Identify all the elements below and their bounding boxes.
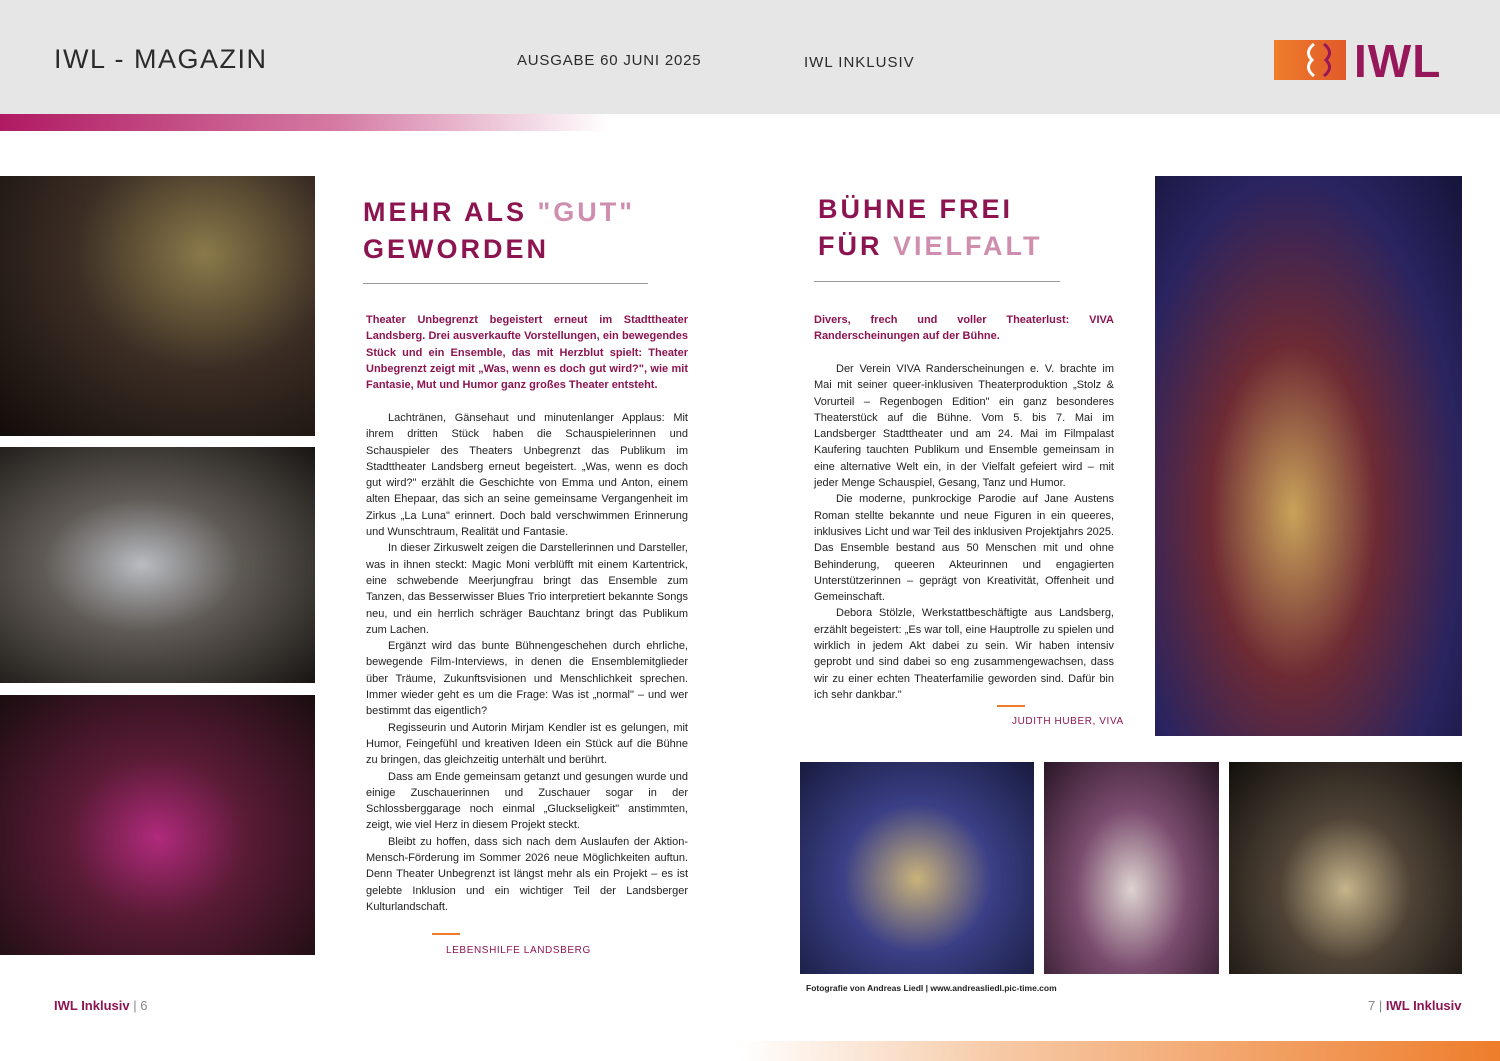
right-paragraph-1: Der Verein VIVA Randerscheinungen e. V. brachte im Mai mit seiner queer-inklusiven Theaterproduktion „Stolz & Vorurteil – Regenbogen Edition" ein ganz besonderes Theaterstück auf die Bühne. Vom 5. bis 7. Mai im Landsberger Stadttheater und am 24. Mai im Filmpalast Kaufering tauchten Publikum und Ensemble gemeinsam in eine alternative Welt ein, in der Vielfalt gefeiert wird – mit jeder Menge Schauspiel, Gesang, Tanz und Humor.	[814, 363, 1114, 490]
left-paragraph-1: Lachtränen, Gänsehaut und minutenlanger Applaus: Mit ihrem dritten Stück haben die Schauspielerinnen und Schauspieler des Theaters Unbegrenzt das Publikum im Stadttheater Landsberg erneut begeistert. „Was, wenn es doch gut wird?" erzählt die Geschichte von Emma und Anton, einem alten Ehepaar, das sich an seine gemeinsame Vergangenheit im Zirkus „La Luna" erinnert. Doch bald verschwimmen Erinnerung und Wunschtraum, Realität und Fantasie.	[366, 412, 688, 539]
left-headline	[363, 194, 683, 268]
right-headline-divider	[814, 281, 1060, 282]
right-headline-part3: VIELFALT	[893, 231, 1043, 261]
left-paragraph-3: Ergänzt wird das bunte Bühnengeschehen durch ehrliche, bewegende Film-Interviews, in denen die Ensemblemitglieder über Träume, Zukunftsvisionen und Menschlichkeit sprechen. Immer wieder geht es um die Frage: Was ist „normal" – und wer bestimmt das eigentlich?	[366, 640, 688, 718]
logo-faces-icon	[1274, 40, 1346, 80]
header-accent-bar	[0, 114, 610, 131]
photo-card-trick-scene	[0, 695, 315, 955]
issue-label: AUSGABE 60 JUNI 2025	[517, 52, 702, 69]
left-paragraph-5: Dass am Ende gemeinsam getanzt und gesungen wurde und einige Zuschauerinnen und Zuschauer sogar in der Schlossberggarage noch einmal „Gluckseligkeit" anstimmten, zeigt, wie viel Herz in diesem Projekt steckt.	[366, 770, 688, 832]
left-paragraph-6: Bleibt zu hoffen, dass sich nach dem Auslaufen der Aktion-Mensch-Förderung im Sommer 2026 neue Möglichkeiten auftun. Denn Theater Unbegrenzt ist längst mehr als ein Projekt – es ist gelebte Inklusion und ein wichtiger Teil der Landsberger Kulturlandschaft.	[366, 835, 688, 913]
photo-ensemble-line	[1229, 762, 1462, 974]
iwl-logo	[1274, 35, 1446, 87]
left-headline-quote: "GUT"	[537, 197, 636, 227]
left-paragraph-2: In dieser Zirkuswelt zeigen die Darstellerinnen und Darsteller, was in ihnen steckt: Magic Moni verblüfft mit einem Kartentrick, eine schwebende Meerjungfrau bringt das Ensemble zum Tanzen, das Besserwisser Blues Trio interpretiert bekannte Songs neu, und ein herrlich schräger Bauchtanz bringt das Publikum zum Lachen.	[366, 542, 688, 636]
photo-costumed-pair-stage	[1155, 176, 1462, 736]
left-lead: Theater Unbegrenzt begeistert erneut im Stadttheater Landsberg. Drei ausverkaufte Vorstellungen, ein bewegendes Stück und ein Ensemble, das mit Herzblut spielt: Theater Unbegrenzt zeigt mit „Was, wenn es doch gut wird?", wie mit Fantasie, Mut und Humor ganz großes Theater entsteht.	[366, 314, 688, 392]
left-headline-part2: GEWORDEN	[363, 234, 549, 264]
right-signature: JUDITH HUBER, VIVA	[1012, 716, 1124, 727]
folio-left-separator: |	[133, 998, 137, 1013]
magazine-title: IWL - MAGAZIN	[54, 44, 268, 74]
right-paragraph-3: Debora Stölzle, Werkstattbeschäftigte aus Landsberg, erzählt begeistert: „Es war toll, eine Hauptrolle zu spielen und wirklich in jedem Akt dabei zu sein. Wir haben intensiv geprobt und sind dabei so eng zusammengewachsen, dass wir zu einer echten Theaterfamilie geworden sind. Dafür bin ich sehr dankbar."	[814, 607, 1114, 701]
right-signature-dash	[997, 705, 1025, 707]
folio-right-separator: |	[1378, 998, 1383, 1013]
folio-right	[1368, 998, 1461, 1013]
left-body	[366, 410, 688, 915]
page-header	[0, 0, 1500, 114]
photo-closeup-scene	[1044, 762, 1219, 974]
footer-accent-bar	[740, 1041, 1500, 1061]
right-paragraph-2: Die moderne, punkrockige Parodie auf Jane Austens Roman stellte bekannte und neue Figuren in ein queeres, inklusives Licht und war Teil des inklusiven Projektjahrs 2025. Das Ensemble bestand aus 50 Menschen mit und ohne Behinderung, queeren Akteurinnen und engagierten Unterstützerinnen – geprägt von Kreativität, Offenheit und Gemeinschaft.	[814, 493, 1114, 604]
left-headline-divider	[363, 283, 648, 284]
photo-actor-silver-jacket	[0, 447, 315, 683]
folio-left	[54, 998, 147, 1013]
section-label: IWL INKLUSIV	[804, 54, 915, 71]
folio-right-label: IWL Inklusiv	[1385, 998, 1462, 1013]
right-headline	[818, 191, 1118, 265]
folio-left-page: 6	[140, 998, 148, 1013]
left-paragraph-4: Regisseurin und Autorin Mirjam Kendler ist es gelungen, mit Humor, Feingefühl und kreativen Ideen ein Stück auf die Bühne zu bringen, das gleichzeitig unterhält und berührt.	[366, 721, 688, 767]
logo-mark-icon	[1274, 40, 1346, 80]
folio-left-label: IWL Inklusiv	[54, 998, 130, 1013]
logo-wordmark: IWL	[1354, 35, 1442, 87]
folio-right-page: 7	[1368, 998, 1376, 1013]
photo-dance-scene	[800, 762, 1034, 974]
left-signature-dash	[432, 933, 460, 935]
photo-credit: Fotografie von Andreas Liedl | www.andreasliedl.pic-time.com	[806, 983, 1057, 993]
left-signature: LEBENSHILFE LANDSBERG	[446, 945, 591, 956]
photo-ensemble-circus	[0, 176, 315, 436]
right-lead: Divers, frech und voller Theaterlust: VIVA Randerscheinungen auf der Bühne.	[814, 314, 1114, 343]
right-headline-part2: FÜR	[818, 231, 893, 261]
right-body	[814, 361, 1114, 703]
right-headline-part1: BÜHNE FREI	[818, 194, 1014, 224]
left-headline-part1: MEHR ALS	[363, 197, 538, 227]
